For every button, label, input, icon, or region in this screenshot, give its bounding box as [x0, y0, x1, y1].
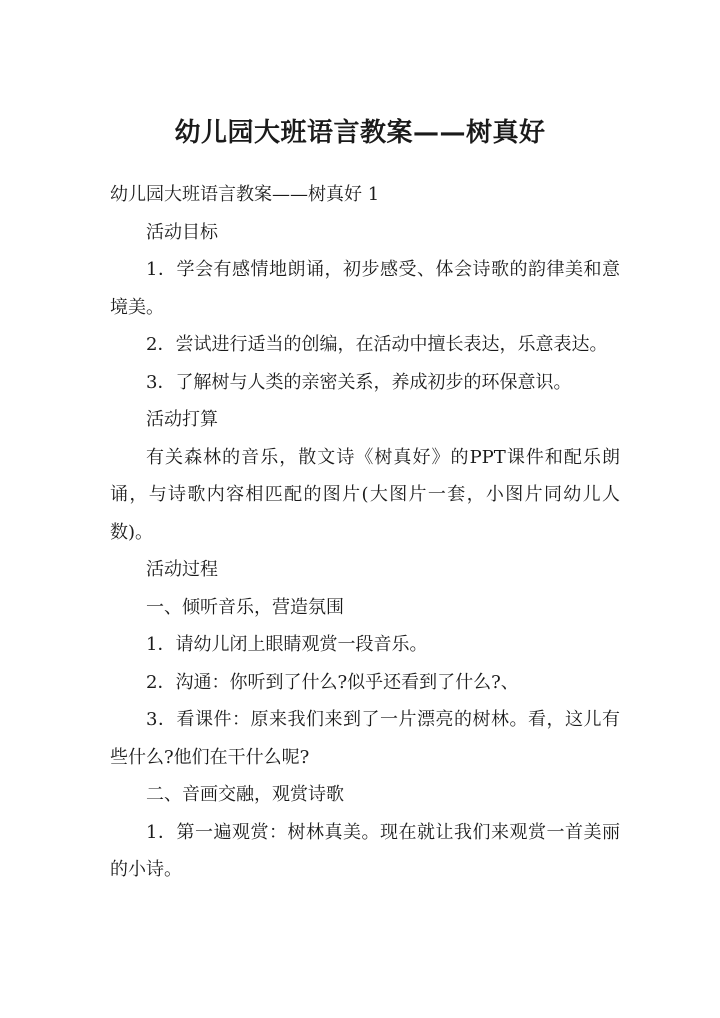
paragraph: 3．看课件：原来我们来到了一片漂亮的树林。看，这儿有些什么?他们在干什么呢? — [110, 709, 620, 768]
paragraph: 2．沟通：你听到了什么?似乎还看到了什么?、 — [146, 671, 519, 693]
paragraph: 3．了解树与人类的亲密关系，养成初步的环保意识。 — [146, 371, 572, 393]
subheading-activity-preparation: 活动打算 — [146, 409, 218, 430]
document-title: 幼儿园大班语言教案——树真好 — [174, 118, 546, 148]
paragraph: 1．学会有感情地朗诵，初步感受、体会诗歌的韵律美和意境美。 — [110, 259, 620, 318]
subheading-activity-goals: 活动目标 — [146, 221, 218, 243]
paragraph: 有关森林的音乐，散文诗《树真好》的PPT课件和配乐朗诵，与诗歌内容相匹配的图片(大图片一套，小图片同幼儿人数)。 — [110, 446, 620, 543]
paragraph: 2．尝试进行适当的创编，在活动中擅长表达，乐意表达。 — [146, 334, 608, 355]
paragraph: 1．第一遍观赏：树林真美。现在就让我们来观赏一首美丽的小诗。 — [110, 821, 620, 880]
subheading-activity-process: 活动过程 — [146, 559, 218, 580]
document-body — [110, 176, 620, 889]
section-heading: 幼儿园大班语言教案——树真好 1 — [110, 184, 380, 205]
paragraph: 一、倾听音乐，营造氛围 — [146, 596, 344, 618]
paragraph: 二、音画交融，观赏诗歌 — [146, 784, 344, 805]
paragraph: 1．请幼儿闭上眼睛观赏一段音乐。 — [146, 634, 428, 655]
